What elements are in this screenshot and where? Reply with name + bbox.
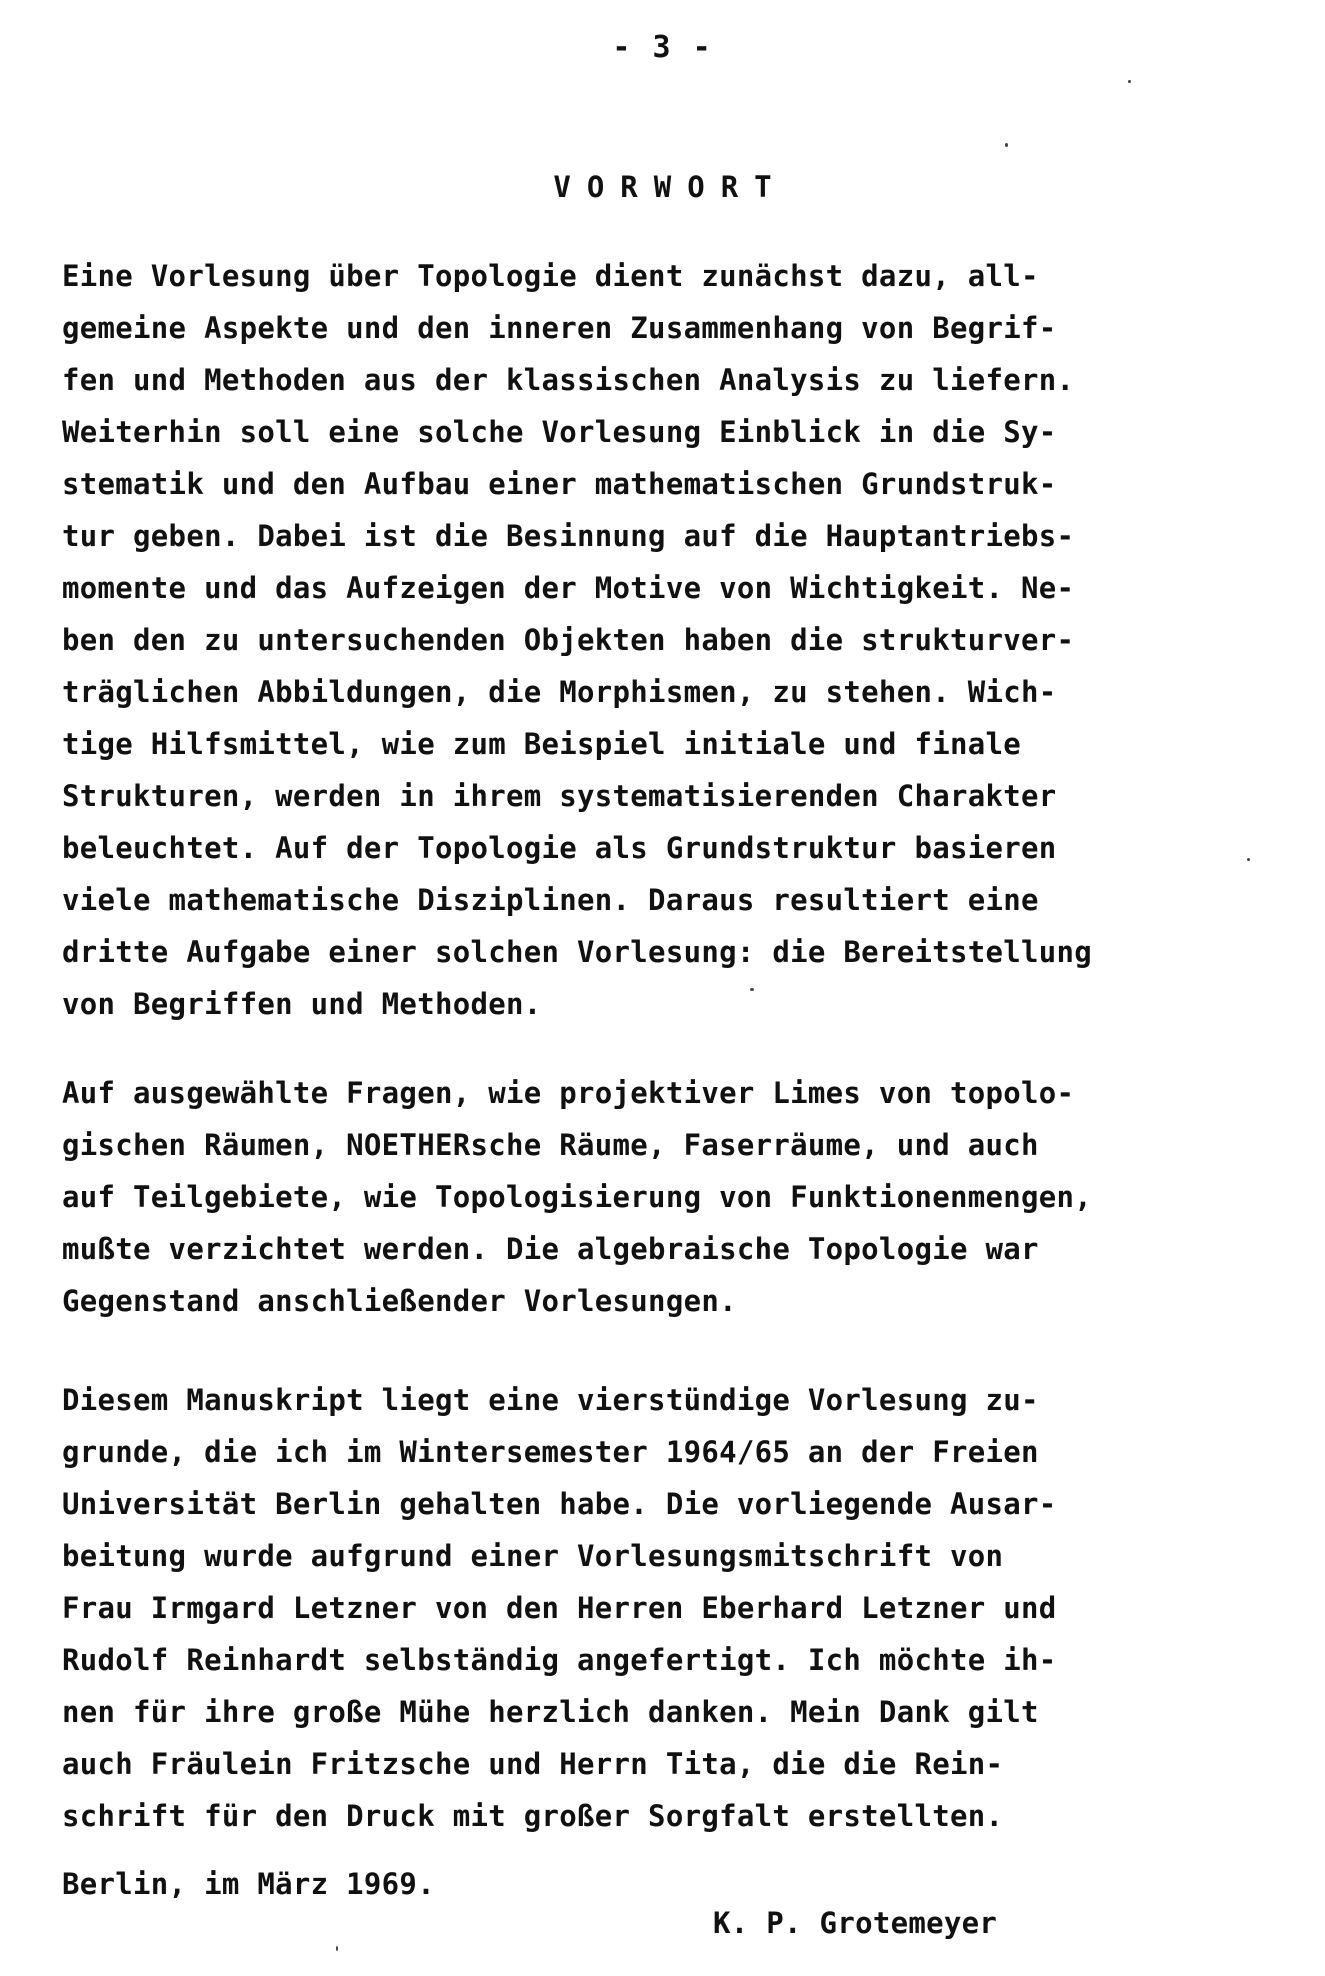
text-line: Weiterhin soll eine solche Vorlesung Einblick in die Sy- [62,415,1057,449]
text-line: Rudolf Reinhardt selbständig angefertigt. Ich möchte ih- [62,1643,1057,1677]
scan-speck [1247,858,1250,861]
text-line: stematik und den Aufbau einer mathematischen Grundstruk- [62,467,1057,501]
text-line: gischen Räumen, NOETHERsche Räume, Faserräume, und auch [62,1128,1039,1162]
scan-speck [336,1946,338,1951]
text-line: von Begriffen und Methoden. [62,987,542,1021]
text-line: Diesem Manuskript liegt eine vierstündige Vorlesung zu- [62,1383,1039,1417]
text-line: Auf ausgewählte Fragen, wie projektiver Limes von topolo- [62,1076,1075,1110]
text-line: auf Teilgebiete, wie Topologisierung von Funktionenmengen, [62,1180,1093,1214]
text-line: viele mathematische Disziplinen. Daraus resultiert eine [62,883,1039,917]
paragraph-acknowledgements [62,1374,1302,1842]
closing-place-date: Berlin, im März 1969. [62,1867,435,1901]
text-line: grunde, die ich im Wintersemester 1964/65 an der Freien [62,1435,1039,1469]
text-line: gemeine Aspekte und den inneren Zusammenhang von Begrif- [62,311,1057,345]
text-line: Gegenstand anschließender Vorlesungen. [62,1284,737,1318]
text-line: Eine Vorlesung über Topologie dient zunächst dazu, all- [62,259,1039,293]
text-line: nen für ihre große Mühe herzlich danken. Mein Dank gilt [62,1695,1039,1729]
text-line: auch Fräulein Fritzsche und Herrn Tita, die die Rein- [62,1747,1004,1781]
author-signature: K. P. Grotemeyer [713,1906,998,1940]
page-number: - 3 - [612,30,713,65]
text-line: tur geben. Dabei ist die Besinnung auf die Hauptantriebs- [62,519,1075,553]
scan-speck [750,988,754,991]
text-line: Strukturen, werden in ihrem systematisierenden Charakter [62,779,1057,813]
scan-speck [1005,143,1008,147]
paragraph-intro [62,250,1302,1030]
text-line: tige Hilfsmittel, wie zum Beispiel initiale und finale [62,727,1022,761]
scan-speck [1128,80,1131,83]
text-line: beitung wurde aufgrund einer Vorlesungsmitschrift von [62,1539,1004,1573]
text-line: ben den zu untersuchenden Objekten haben die strukturver- [62,623,1075,657]
text-line: fen und Methoden aus der klassischen Analysis zu liefern. [62,363,1075,397]
text-line: beleuchtet. Auf der Topologie als Grundstruktur basieren [62,831,1057,865]
text-line: träglichen Abbildungen, die Morphismen, zu stehen. Wich- [62,675,1057,709]
paragraph-omissions [62,1067,1302,1327]
text-line: Frau Irmgard Letzner von den Herren Eberhard Letzner und [62,1591,1057,1625]
text-line: Universität Berlin gehalten habe. Die vorliegende Ausar- [62,1487,1057,1521]
text-line: momente und das Aufzeigen der Motive von Wichtigkeit. Ne- [62,571,1075,605]
text-line: schrift für den Druck mit großer Sorgfalt erstellten. [62,1799,1004,1833]
text-line: mußte verzichtet werden. Die algebraische Topologie war [62,1232,1039,1266]
page-title: VORWORT [553,170,788,204]
text-line: dritte Aufgabe einer solchen Vorlesung: die Bereitstellung [62,935,1093,969]
